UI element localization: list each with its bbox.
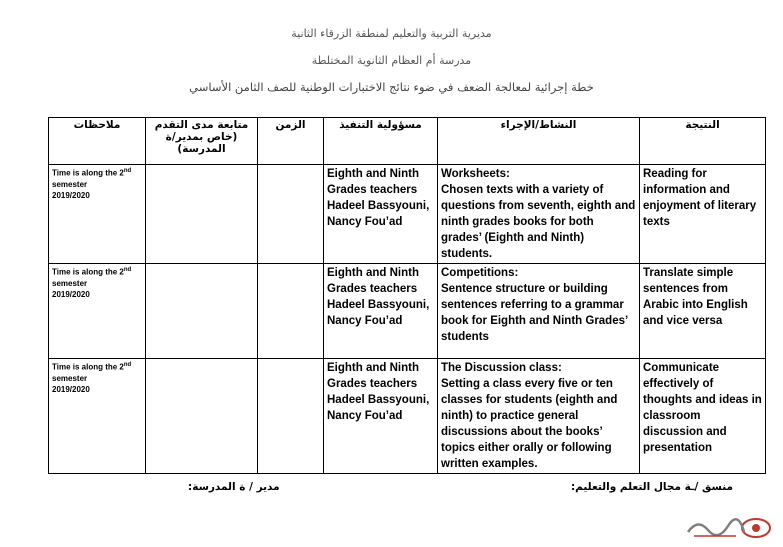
plan-title: خطة إجرائية لمعالجة الضعف في ضوء نتائج الاختبارات الوطنية للصف الثامن الأساسي	[189, 80, 594, 94]
header-followup: متابعة مدى التقدم (خاص بمدير/ة المدرسة)	[146, 118, 258, 165]
notes-cell	[49, 165, 146, 264]
table-row	[49, 165, 766, 264]
activity-cell	[438, 264, 640, 359]
responsibility-cell: Eighth and Ninth Grades teachers Hadeel Bassyouni, Nancy Fou’ad	[324, 264, 438, 359]
result-cell: Reading for information and enjoyment of literary texts	[640, 165, 766, 264]
responsibility-cell: Eighth and Ninth Grades teachers Hadeel Bassyouni, Nancy Fou’ad	[324, 165, 438, 264]
followup-cell	[146, 359, 258, 474]
header-time: الزمن	[258, 118, 324, 165]
followup-cell	[146, 264, 258, 359]
school-name: مدرسة أم العظام الثانوية المختلطة	[311, 54, 472, 67]
note-line-b: semester	[52, 373, 88, 383]
activity-title: The Discussion class:	[441, 362, 562, 374]
activity-body: Chosen texts with a variety of questions from seventh, eighth and ninth grades books for both grades’ (Eighth and Ninth) students.	[441, 184, 636, 260]
director-signature-label: مدير / ة المدرسة:	[188, 481, 280, 493]
result-cell: Translate simple sentences from Arabic into English and vice versa	[640, 264, 766, 359]
responsibility-cell: Eighth and Ninth Grades teachers Hadeel Bassyouni, Nancy Fou’ad	[324, 359, 438, 474]
notes-cell	[49, 359, 146, 474]
activity-title: Worksheets:	[441, 168, 510, 180]
activity-cell	[438, 165, 640, 264]
note-sup: nd	[123, 267, 132, 273]
activity-body: Setting a class every five or ten classes for students (eighth and ninth) to practice general discussions about the books’ topics either orally or following written examples.	[441, 378, 618, 470]
action-plan-table	[48, 117, 766, 474]
directorate-title: مديرية التربية والتعليم لمنطقة الزرقاء الثانية	[291, 27, 492, 40]
note-sup: nd	[123, 168, 132, 174]
note-line-a: Time is along the 2	[52, 362, 124, 372]
header-result: النتيجة	[640, 118, 766, 165]
note-line-b: semester	[52, 278, 88, 288]
note-line-b: semester	[52, 179, 88, 189]
header-activity: النشاط/الإجراء	[438, 118, 640, 165]
table-row	[49, 264, 766, 359]
note-line-c: 2019/2020	[52, 289, 90, 299]
note-sup: nd	[123, 362, 132, 368]
watermark-logo-icon	[684, 512, 774, 542]
activity-title: Competitions:	[441, 267, 519, 279]
note-line-a: Time is along the 2	[52, 168, 124, 178]
coordinator-signature-label: منسق /ـة مجال التعلم والتعليم:	[570, 481, 733, 493]
note-line-a: Time is along the 2	[52, 267, 124, 277]
result-cell: Communicate effectively of thoughts and ideas in classroom discussion and presentation	[640, 359, 766, 474]
notes-cell	[49, 264, 146, 359]
activity-cell	[438, 359, 640, 474]
time-cell	[258, 359, 324, 474]
header-responsibility: مسؤولية التنفيذ	[324, 118, 438, 165]
time-cell	[258, 264, 324, 359]
note-line-c: 2019/2020	[52, 190, 90, 200]
table-row	[49, 359, 766, 474]
activity-body: Sentence structure or building sentences referring to a grammar book for Eighth and Ninth Grades’ students	[441, 283, 628, 343]
table-header-row	[49, 118, 766, 165]
time-cell	[258, 165, 324, 264]
followup-cell	[146, 165, 258, 264]
header-notes: ملاحظات	[49, 118, 146, 165]
note-line-c: 2019/2020	[52, 384, 90, 394]
